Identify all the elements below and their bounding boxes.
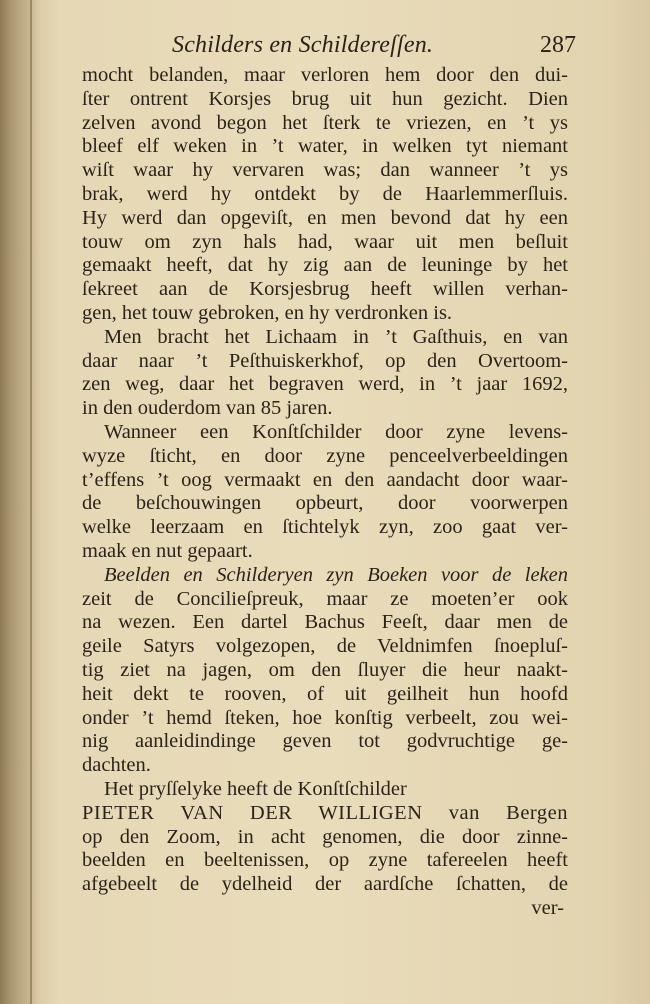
page-header [172, 30, 582, 64]
text-line: gen, het touw gebroken, en hy verdronken is. [82, 301, 453, 324]
text-line-painter-name: PIETER VAN DER WILLIGEN van Bergen [82, 801, 568, 824]
text-line: heit dekt te rooven, of uit geilheit hun hoofd [82, 682, 568, 705]
text-line: tig ziet na jagen, om den ſluyer die heur naakt- [82, 658, 568, 681]
text-line: zeit de Concilieſpreuk, maar ze moeten’er ook [82, 587, 568, 610]
text-line: Het pryſſelyke heeft de Konſtſchilder [104, 777, 407, 800]
text-line: zen weg, daar het begraven werd, in ’t jaar 1692, [82, 373, 568, 396]
text-line-italic: Beelden en Schilderyen zyn Boeken voor de leken [104, 563, 568, 586]
catchword: ver- [531, 896, 564, 919]
text-line: op den Zoom, in acht genomen, die door zinne- [82, 825, 568, 848]
text-line: brak, werd hy ontdekt by de Haarlemmerſluis. [82, 182, 568, 205]
text-line: onder ’t hemd ſteken, hoe konſtig verbeelt, zou wei- [82, 706, 568, 729]
text-line: zelven avond begon het ſterk te vriezen, en ’t ys [82, 111, 568, 134]
book-gutter [0, 0, 40, 1004]
text-line: Hy werd dan opgeviſt, en men bevond dat hy een [82, 206, 568, 229]
text-line: afgebeelt de ydelheid der aardſche ſchatten, de [82, 873, 568, 896]
gutter-fold-line [30, 0, 32, 1004]
running-title: Schilders en Schildereſſen. [172, 32, 434, 58]
text-line: touw om zyn hals had, waar uit men beſluit [82, 230, 568, 253]
text-line: wiſt waar hy vervaren was; dan wanneer ’t ys [82, 159, 568, 182]
text-line: in den ouderdom van 85 jaren. [82, 397, 333, 420]
body-text [82, 64, 568, 921]
text-line: welke leerzaam en ſtichtelyk zyn, zoo gaat ver- [82, 516, 568, 539]
text-line: maak en nut gepaart. [82, 539, 253, 562]
text-line: dachten. [82, 754, 151, 777]
text-line: ſter ontrent Korsjes brug uit hun gezicht. Dien [82, 87, 568, 110]
text-line: beelden en beeltenissen, op zyne tafereelen heeft [82, 849, 568, 872]
text-line: na wezen. Een dartel Bachus Feeſt, daar men de [82, 611, 568, 634]
text-line: t’effens ’t oog vermaakt en den aandacht door waar- [82, 468, 568, 491]
text-line: nig aanleidindinge geven tot godvruchtige ge- [82, 730, 568, 753]
text-line: bleef elf weken in ’t water, in welken tyt niemant [82, 135, 568, 158]
text-line: ſekreet aan de Korsjesbrug heeft willen verhan- [82, 278, 568, 301]
text-line: Men bracht het Lichaam in ’t Gaſthuis, en van [104, 325, 568, 348]
text-line: de beſchouwingen opbeurt, door voorwerpen [82, 492, 568, 515]
text-line: geile Satyrs volgezopen, de Veldnimfen ſnoepluſ- [82, 635, 568, 658]
text-line: mocht belanden, maar verloren hem door den dui- [82, 64, 568, 86]
text-line: daar naar ’t Peſthuiskerkhof, op den Overtoom- [82, 349, 568, 372]
text-line: gemaakt heeft, dat hy zig aan de leuninge by het [82, 254, 568, 277]
text-line: Wanneer een Konſtſchilder door zyne levens- [104, 420, 568, 443]
text-line: wyze ſticht, en door zyne penceelverbeeldingen [82, 444, 568, 467]
page-number: 287 [540, 32, 576, 58]
